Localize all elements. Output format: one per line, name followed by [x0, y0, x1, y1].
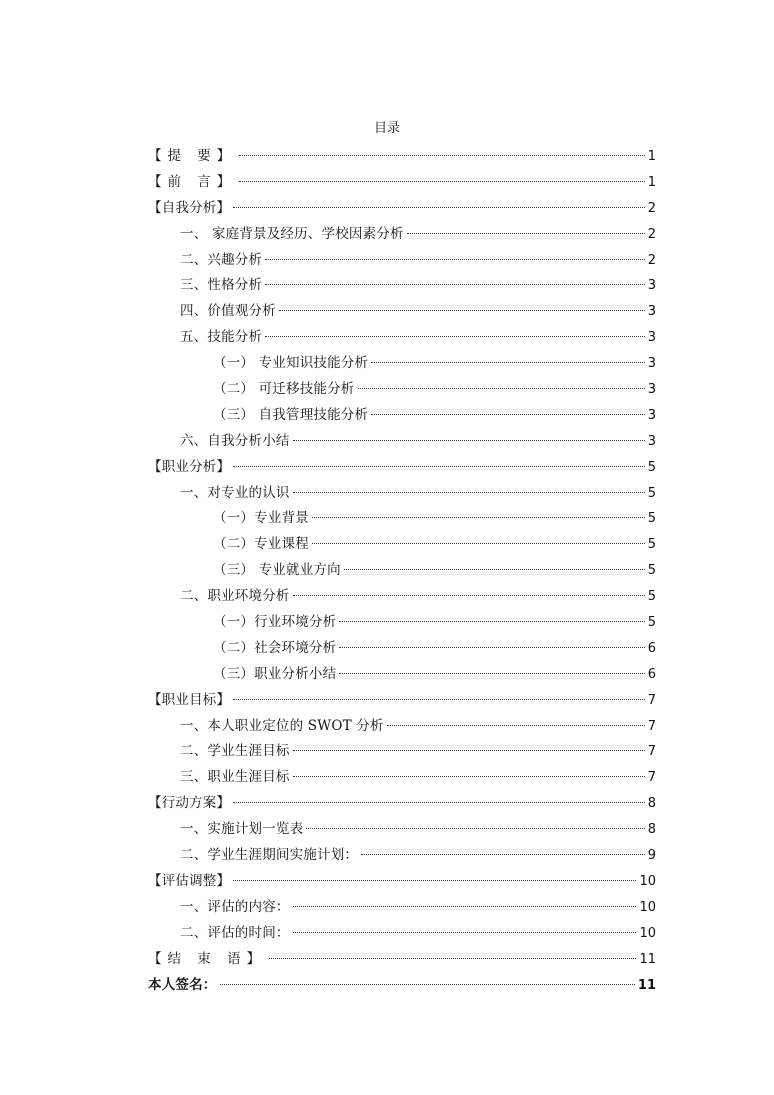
toc-entry[interactable] [0, 273, 774, 299]
toc-entry[interactable] [0, 481, 774, 507]
toc-entry[interactable] [0, 610, 774, 636]
toc-dot-leader [344, 569, 645, 570]
toc-entry[interactable] [0, 506, 774, 532]
toc-dot-leader [293, 595, 645, 596]
toc-dot-leader [339, 647, 644, 648]
toc-entry[interactable] [0, 636, 774, 662]
toc-page-number: 7 [647, 744, 656, 760]
toc-entry[interactable] [0, 222, 774, 248]
toc-page-number: 10 [639, 873, 656, 889]
toc-entry[interactable] [0, 791, 774, 817]
toc-page-number: 3 [647, 304, 656, 320]
toc-dot-leader [293, 932, 637, 933]
toc-entry-label: 六、自我分析小结 [180, 432, 290, 449]
toc-entry[interactable] [0, 325, 774, 351]
toc-entry[interactable] [0, 817, 774, 843]
toc-entry-label: 二、兴趣分析 [180, 251, 263, 268]
toc-page-number: 3 [647, 433, 656, 449]
toc-entry-label: 四、价值观分析 [180, 303, 276, 320]
toc-dot-leader [233, 880, 636, 881]
toc-page-number: 6 [647, 666, 656, 682]
toc-entry-label: 一、评估的内容： [180, 898, 290, 915]
toc-entry-label: 【评估调整】 [148, 872, 231, 889]
toc-page-number: 7 [647, 770, 656, 786]
toc-dot-leader [233, 207, 645, 208]
toc-entry-label: 【结 束 语】 [148, 950, 267, 967]
toc-entry[interactable] [0, 584, 774, 610]
toc-dot-leader [312, 543, 645, 544]
toc-entry-label: （三）职业分析小结 [213, 665, 337, 682]
toc-dot-leader [233, 802, 645, 803]
toc-entry[interactable] [0, 558, 774, 584]
toc-page-number: 10 [639, 925, 656, 941]
toc-dot-leader [293, 776, 645, 777]
toc-entry-label: 一、实施计划一览表 [180, 821, 304, 838]
toc-page-number: 5 [647, 485, 656, 501]
toc-entry[interactable] [0, 843, 774, 869]
toc-entry[interactable] [0, 377, 774, 403]
toc-page-number: 5 [647, 615, 656, 631]
toc-page-number: 2 [647, 200, 656, 216]
toc-page-number: 7 [647, 718, 656, 734]
toc-dot-leader [293, 750, 645, 751]
toc-dot-leader [312, 517, 645, 518]
toc-entry[interactable] [0, 947, 774, 973]
toc-entry-label: 本人签名： [148, 976, 217, 993]
toc-page-number: 8 [647, 822, 656, 838]
toc-entry[interactable] [0, 714, 774, 740]
toc-page-number: 6 [647, 640, 656, 656]
toc-dot-leader [265, 284, 645, 285]
toc-entry-label: （二）专业课程 [213, 536, 309, 553]
toc-page-number: 3 [647, 407, 656, 423]
toc-entry[interactable] [0, 739, 774, 765]
toc-entry-label: （一）专业背景 [213, 510, 309, 527]
toc-entry-label: 三、职业生涯目标 [180, 769, 290, 786]
toc-entry-label: 二、学业生涯期间实施计划： [180, 847, 359, 864]
toc-page-number: 5 [647, 563, 656, 579]
toc-entry[interactable] [0, 429, 774, 455]
toc-page-number: 5 [647, 537, 656, 553]
toc-entry[interactable] [0, 662, 774, 688]
toc-dot-leader [293, 906, 637, 907]
toc-dot-leader [361, 854, 645, 855]
toc-entry[interactable] [0, 299, 774, 325]
toc-dot-leader [293, 440, 645, 441]
toc-page-number: 9 [647, 848, 656, 864]
toc-page-number: 11 [639, 951, 656, 967]
toc-entry-label: 【前 言】 [148, 173, 237, 190]
toc-dot-leader [407, 233, 645, 234]
toc-entry-label: 二、评估的时间： [180, 924, 290, 941]
toc-dot-leader [239, 181, 644, 182]
toc-page-number: 3 [647, 356, 656, 372]
toc-dot-leader [371, 362, 645, 363]
toc-dot-leader [339, 621, 644, 622]
toc-page-number: 1 [647, 149, 656, 164]
toc-entry-label: 【职业目标】 [148, 691, 231, 708]
toc-dot-leader [233, 699, 645, 700]
toc-dot-leader [339, 673, 644, 674]
toc-entry[interactable] [0, 351, 774, 377]
toc-entry-label: 二、学业生涯目标 [180, 743, 290, 760]
table-of-contents [0, 144, 774, 998]
toc-dot-leader [269, 958, 636, 959]
toc-entry-label: （三） 专业就业方向 [213, 562, 341, 579]
toc-page-number: 5 [647, 459, 656, 475]
toc-entry[interactable] [0, 455, 774, 481]
toc-page-number: 7 [647, 692, 656, 708]
toc-dot-leader [279, 310, 645, 311]
toc-page-number: 3 [647, 330, 656, 346]
toc-entry-label: （二） 可迁移技能分析 [213, 381, 355, 398]
toc-entry[interactable] [0, 144, 774, 170]
toc-entry[interactable] [0, 403, 774, 429]
toc-entry[interactable] [0, 532, 774, 558]
toc-page-number: 5 [647, 589, 656, 605]
toc-page-number: 1 [647, 174, 656, 190]
toc-dot-leader [293, 492, 645, 493]
toc-dot-leader [239, 155, 644, 156]
toc-page-number: 3 [647, 278, 656, 294]
toc-entry-label: 【提 要】 [148, 148, 237, 164]
toc-entry[interactable] [0, 921, 774, 947]
toc-page-number: 2 [647, 252, 656, 268]
toc-entry-label: （一） 专业知识技能分析 [213, 355, 369, 372]
toc-entry-label: （一）行业环境分析 [213, 614, 337, 631]
toc-entry[interactable] [0, 973, 774, 999]
toc-page-number: 2 [647, 226, 656, 242]
toc-entry[interactable] [0, 765, 774, 791]
toc-dot-leader [233, 466, 645, 467]
toc-entry-label: 二、职业环境分析 [180, 588, 290, 605]
toc-page-number: 10 [639, 899, 656, 915]
toc-entry[interactable] [0, 869, 774, 895]
toc-dot-leader [387, 725, 645, 726]
toc-page-number: 11 [637, 977, 656, 993]
toc-dot-leader [306, 828, 644, 829]
toc-entry-label: （三） 自我管理技能分析 [213, 406, 369, 423]
toc-dot-leader [371, 414, 645, 415]
toc-entry[interactable] [0, 688, 774, 714]
toc-entry-label: 【行动方案】 [148, 795, 231, 812]
toc-entry-label: 一、本人职业定位的 SWOT 分析 [180, 717, 384, 734]
toc-entry[interactable] [0, 895, 774, 921]
toc-page-number: 5 [647, 511, 656, 527]
toc-entry-label: 【职业分析】 [148, 458, 231, 475]
toc-entry-label: 三、性格分析 [180, 277, 263, 294]
toc-entry[interactable] [0, 170, 774, 196]
toc-entry-label: 一、 家庭背景及经历、学校因素分析 [180, 225, 404, 242]
toc-entry-label: 五、技能分析 [180, 329, 263, 346]
toc-page-number: 3 [647, 382, 656, 398]
toc-entry-label: 【自我分析】 [148, 199, 231, 216]
toc-dot-leader [265, 336, 645, 337]
toc-title: 目录 [373, 121, 400, 136]
toc-entry[interactable] [0, 196, 774, 222]
toc-page-number: 8 [647, 796, 656, 812]
toc-entry-label: （二）社会环境分析 [213, 639, 337, 656]
toc-entry[interactable] [0, 248, 774, 274]
toc-dot-leader [265, 259, 645, 260]
toc-dot-leader [220, 984, 635, 985]
toc-dot-leader [358, 388, 645, 389]
toc-entry-label: 一、对专业的认识 [180, 484, 290, 501]
